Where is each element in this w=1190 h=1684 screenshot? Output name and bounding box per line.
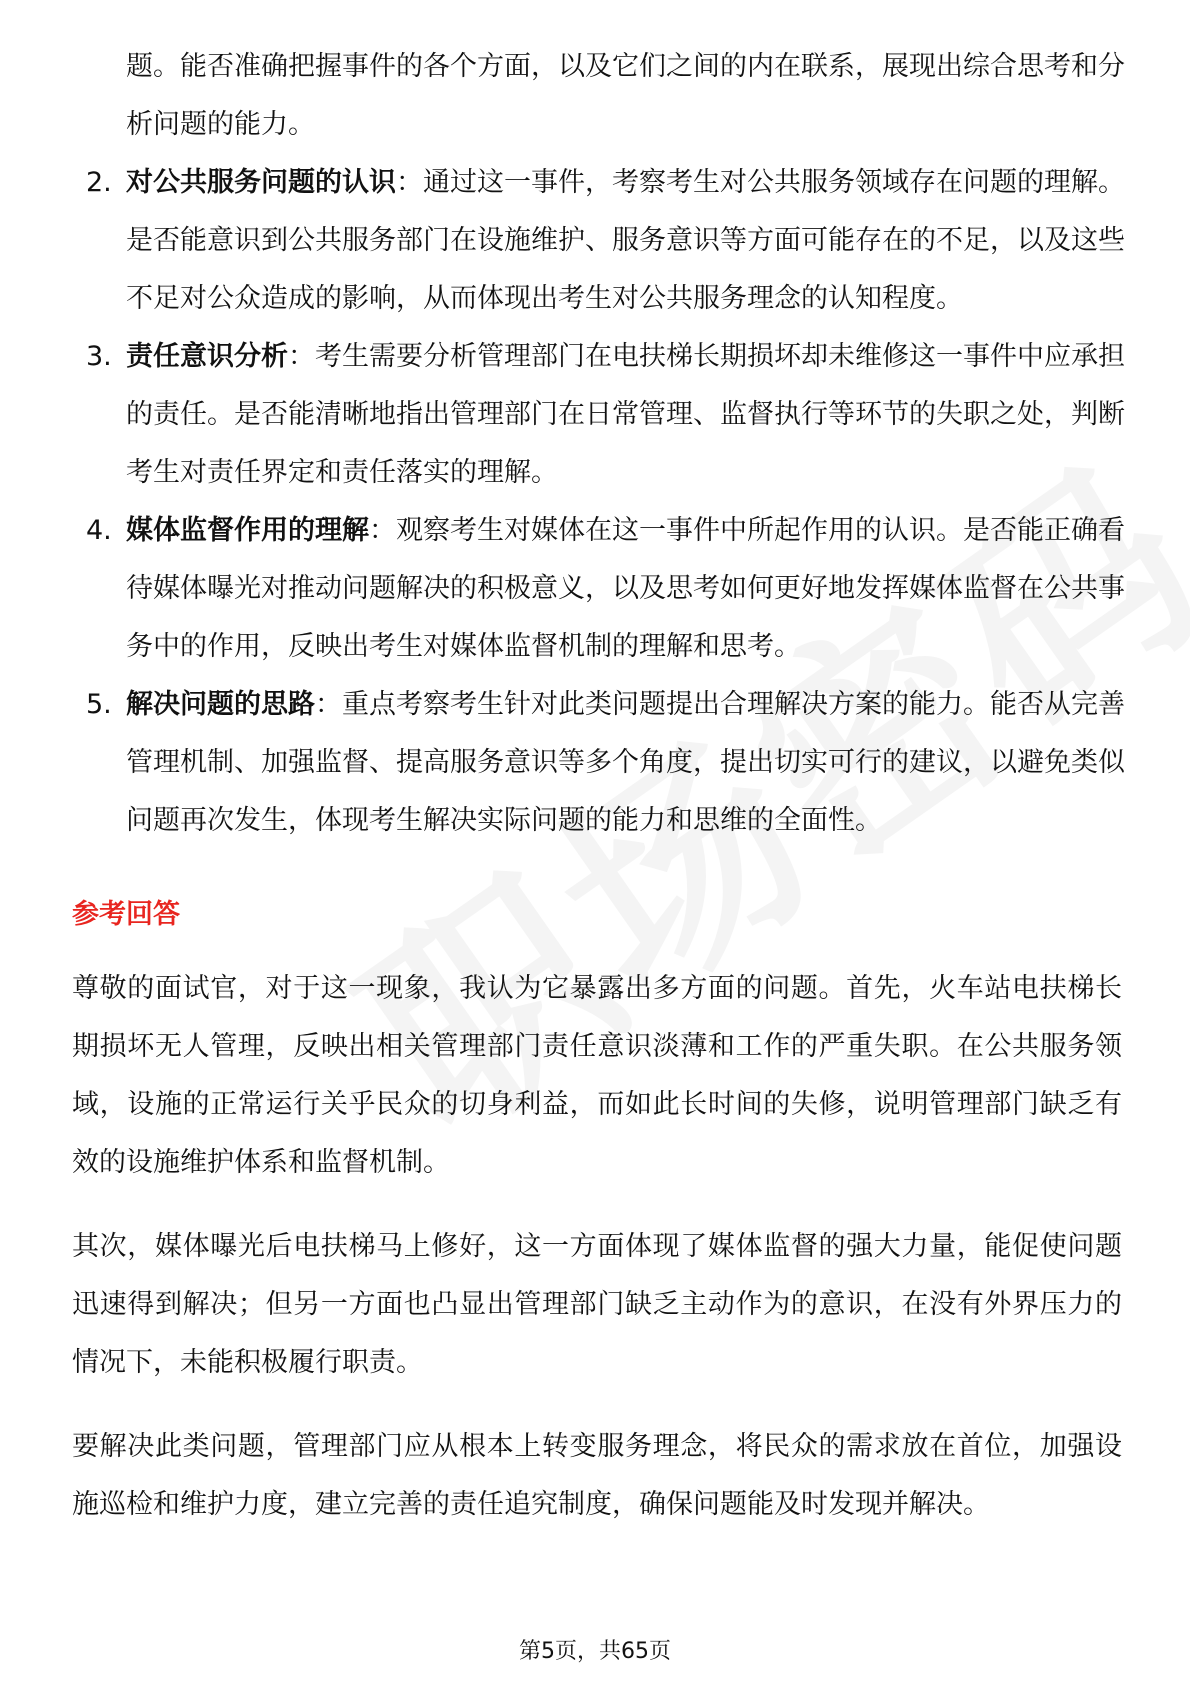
- list-text: ：通过这一事件，考察考生对公共服务领域存在问题的理解。是否能意识到公共服务部门在设施维护、服务意识等方面可能存在的不足，以及这些不足对公众造成的影响，从而体现出考生对公共服务理念的认知程度。: [126, 167, 1125, 314]
- list-number: 3.: [86, 341, 112, 372]
- continued-paragraph: 题。能否准确把握事件的各个方面，以及它们之间的内在联系，展现出综合思考和分析问题的能力。: [126, 51, 1125, 140]
- section-heading: 参考回答: [72, 899, 180, 930]
- list-text: ：考生需要分析管理部门在电扶梯长期损坏却未维修这一事件中应承担的责任。是否能清晰地指出管理部门在日常管理、监督执行等环节的失职之处，判断考生对责任界定和责任落实的理解。: [126, 341, 1125, 488]
- answer-paragraph: 尊敬的面试官，对于这一现象，我认为它暴露出多方面的问题。首先，火车站电扶梯长期损坏无人管理，反映出相关管理部门责任意识淡薄和工作的严重失职。在公共服务领域，设施的正常运行关乎民众的切身利益，而如此长时间的失修，说明管理部门缺乏有效的设施维护体系和监督机制。: [72, 973, 1122, 1178]
- list-text: ：观察考生对媒体在这一事件中所起作用的认识。是否能正确看待媒体曝光对推动问题解决的积极意义，以及思考如何更好地发挥媒体监督在公共事务中的作用，反映出考生对媒体监督机制的理解和思考。: [126, 515, 1125, 662]
- answer-paragraph: 其次，媒体曝光后电扶梯马上修好，这一方面体现了媒体监督的强大力量，能促使问题迅速得到解决；但另一方面也凸显出管理部门缺乏主动作为的意识，在没有外界压力的情况下，未能积极履行职责。: [72, 1231, 1122, 1378]
- list-item: [72, 328, 1126, 502]
- criteria-list: [72, 154, 1125, 850]
- page-content: [72, 38, 1125, 1534]
- list-item: [72, 502, 1126, 676]
- list-item: [72, 676, 1126, 850]
- page-footer: 第5页，共65页: [519, 1639, 671, 1664]
- list-text: ：重点考察考生针对此类问题提出合理解决方案的能力。能否从完善管理机制、加强监督、提高服务意识等多个角度，提出切实可行的建议，以避免类似问题再次发生，体现考生解决实际问题的能力和思维的全面性。: [126, 689, 1125, 836]
- answer-paragraph: 要解决此类问题，管理部门应从根本上转变服务理念，将民众的需求放在首位，加强设施巡检和维护力度，建立完善的责任追究制度，确保问题能及时发现并解决。: [72, 1431, 1122, 1520]
- list-term: 媒体监督作用的理解: [126, 515, 369, 546]
- list-number: 5.: [86, 689, 112, 720]
- list-term: 解决问题的思路: [126, 689, 315, 720]
- list-term: 对公共服务问题的认识: [126, 167, 396, 198]
- list-number: 2.: [86, 167, 112, 198]
- list-term: 责任意识分析: [126, 341, 288, 372]
- list-item: [72, 154, 1126, 328]
- list-number: 4.: [86, 515, 112, 546]
